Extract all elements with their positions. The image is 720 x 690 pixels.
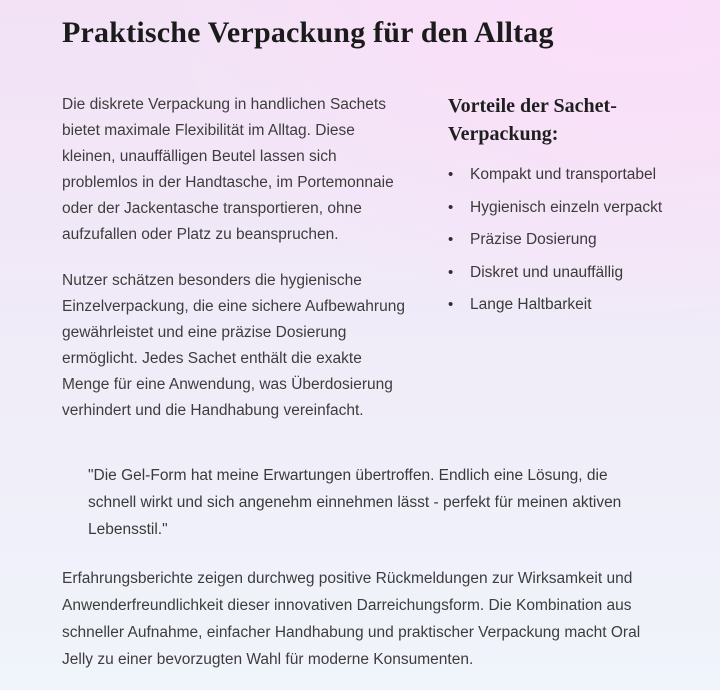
list-item [448,230,676,250]
benefits-list [448,165,676,315]
bullet-icon: • [448,296,454,313]
testimonial-quote: "Die Gel-Form hat meine Erwartungen übertroffen. Endlich eine Lösung, die schnell wirkt und sich angenehm einnehmen lässt - perfekt für meinen aktiven Lebensstil." [88,467,622,538]
list-item [448,263,676,283]
bullet-icon: • [448,198,454,216]
intro-paragraph-2: Nutzer schätzen besonders die hygienische Einzelverpackung, die eine sichere Aufbewahrung gewährleistet und eine präzise Dosierung ermöglicht. Jedes Sachet enthält die exakte Menge für eine Anwendung, was Überdosierung verhindert und die Handhabung vereinfacht. [62,272,405,419]
benefit-label: Hygienisch einzeln verpackt [470,198,663,216]
list-item [448,198,676,218]
page-title: Praktische Verpackung für den Alltag [62,16,554,49]
bullet-icon: • [448,231,454,248]
benefits-column [448,92,676,444]
benefit-label: Diskret und unauffällig [470,263,624,281]
list-item [448,165,676,185]
conclusion-paragraph: Erfahrungsberichte zeigen durchweg positive Rückmeldungen zur Wirksamkeit und Anwenderfreundlichkeit dieser innovativen Darreichungsform. Die Kombination aus schneller Aufnahme, einfacher Handhabung und praktischer Verpackung macht Oral Jelly zu einer bevorzugten Wahl für moderne Konsumenten. [62,570,641,668]
bullet-icon: • [448,166,454,183]
benefit-label: Lange Haltbarkeit [470,296,592,313]
benefit-label: Kompakt und transportabel [470,166,657,183]
bullet-icon: • [448,263,454,281]
benefit-label: Präzise Dosierung [470,231,597,248]
intro-paragraph-1: Die diskrete Verpackung in handlichen Sachets bietet maximale Flexibilität im Alltag. Diese kleinen, unauffälligen Beutel lassen sich problemlos in der Handtasche, im Portemonnaie oder der Jackentasche transportieren, ohne aufzufallen oder Platz zu beanspruchen. [62,96,394,243]
benefits-heading: Vorteile der Sachet-Verpackung: [448,95,617,145]
two-column-section [62,92,668,444]
list-item [448,295,676,315]
intro-text-column [62,92,410,444]
